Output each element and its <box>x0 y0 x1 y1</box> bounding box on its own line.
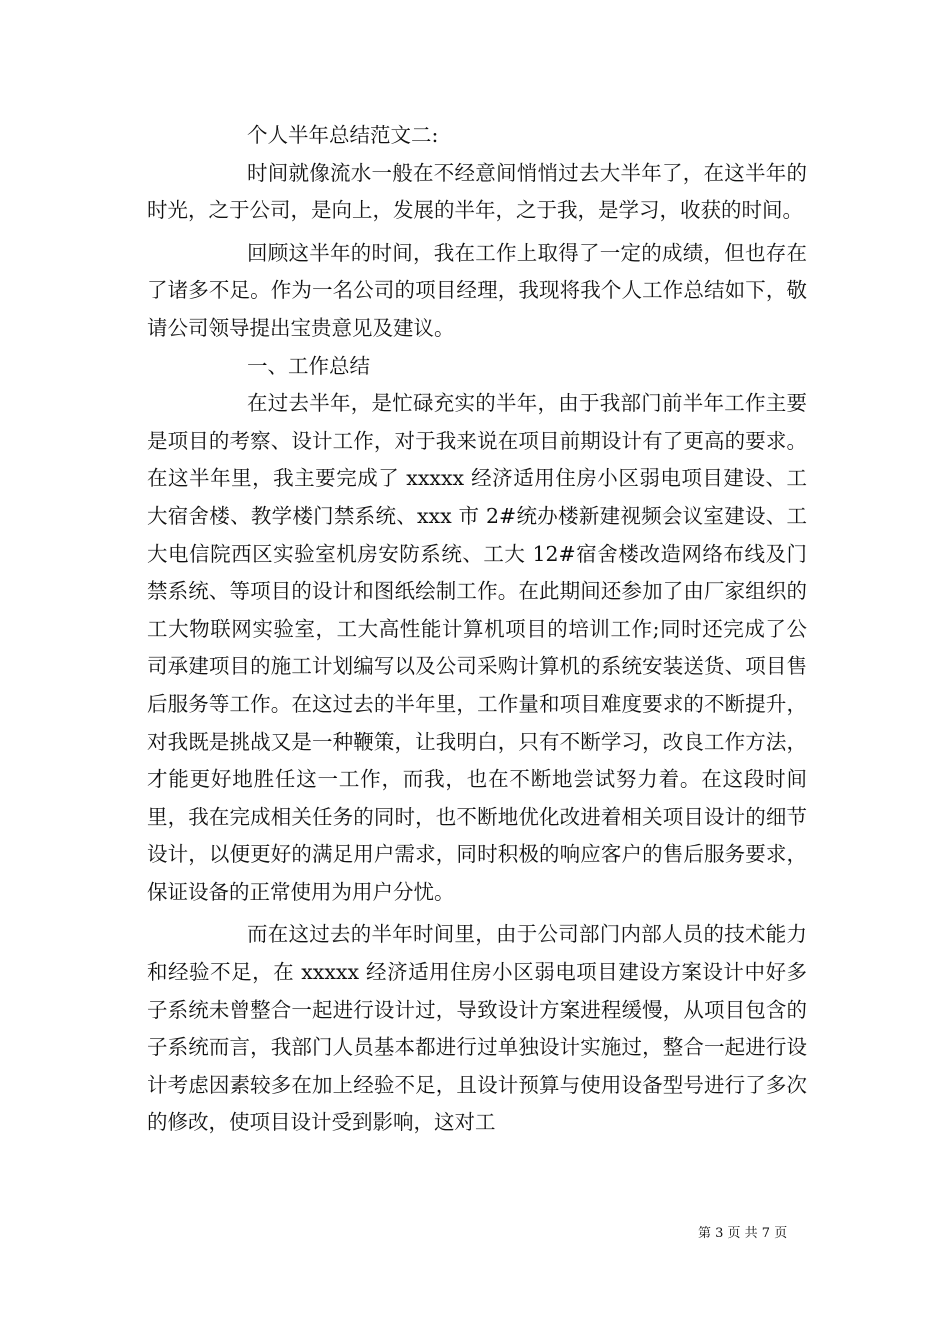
document-title: 个人半年总结范文二: <box>247 123 439 147</box>
paragraph-review: 回顾这半年的时间，我在工作上取得了一定的成绩，但也存在了诸多不足。作为一名公司的项目经理，我现将我个人工作总结如下，敬请公司领导提出宝贵意见及建议。 <box>147 240 807 340</box>
document-body <box>147 117 807 1142</box>
paragraph-intro: 时间就像流水一般在不经意间悄悄过去大半年了，在这半年的时光，之于公司，是向上，发展的半年，之于我，是学习，收获的时间。 <box>147 160 807 223</box>
section-heading: 一、工作总结 <box>247 353 370 378</box>
paragraph-shortcomings: 而在这过去的半年时间里，由于公司部门内部人员的技术能力和经验不足，在 xxxxx 经济适用住房小区弱电项目建设方案设计中好多子系统未曾整合一起进行设计过，导致设计方案进程缓慢，从项目包含的子系统而言，我部门人员基本都进行过单独设计实施过，整合一起进行设计考虑因素较多在加上经验不足，且设计预算与使用设备型号进行了多次的修改，使项目设计受到影响，这对工 <box>147 922 807 1135</box>
page-number: 第 3 页 共 7 页 <box>698 1226 788 1241</box>
paragraph-work-summary: 在过去半年，是忙碌充实的半年，由于我部门前半年工作主要是项目的考察、设计工作，对于我来说在项目前期设计有了更高的要求。在这半年里，我主要完成了 xxxxx 经济适用住房小区弱电项目建设、工大宿舍楼、教学楼门禁系统、xxx 市 2#统办楼新建视频会议室建设、工大电信院西区实验室机房安防系统、工大 12#宿舍楼改造网络布线及门禁系统、等项目的设计和图纸绘制工作。在此期间还参加了由厂家组织的工大物联网实验室，工大高性能计算机项目的培训工作;同时还完成了公司承建项目的施工计划编写以及公司采购计算机的系统安装送货、项目售后服务等工作。在这过去的半年里，工作量和项目难度要求的不断提升，对我既是挑战又是一种鞭策，让我明白，只有不断学习，改良工作方法，才能更好地胜任这一工作，而我，也在不断地尝试努力着。在这段时间里，我在完成相关任务的同时，也不断地优化改进着相关项目设计的细节设计，以便更好的满足用户需求，同时积极的响应客户的售后服务要求，保证设备的正常使用为用户分忧。 <box>147 391 807 904</box>
